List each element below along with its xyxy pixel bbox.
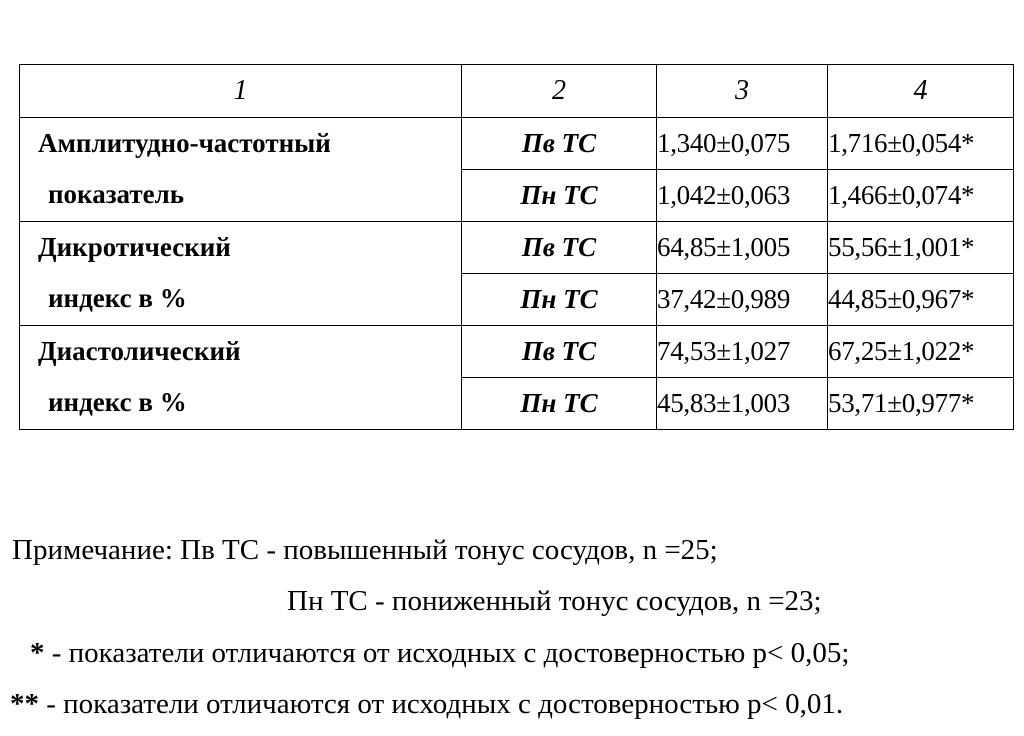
note-line-1: Примечание: Пв ТС - повышенный тонус сосудов, n =25; [12, 534, 718, 566]
value-cell-col3: 1,340±0,075 [657, 118, 828, 170]
note-text: - показатели отличаются от исходных с достоверностью p< 0,05; [44, 637, 850, 669]
group-cell: Пв ТС [462, 118, 657, 170]
row-label-diastolic [20, 326, 462, 430]
value-cell-col4: 55,56±1,001* [828, 222, 1014, 274]
value-cell-col4: 1,466±0,074* [828, 170, 1014, 222]
group-cell: Пн ТС [462, 274, 657, 326]
row-label-line1: Дикротический [38, 232, 231, 262]
row-label-dicrotic [20, 222, 462, 326]
value-cell-col4: 1,716±0,054* [828, 118, 1014, 170]
row-label-line2: индекс в % [48, 283, 187, 313]
row-label-line2: показатель [48, 179, 185, 209]
results-table [19, 64, 1014, 430]
value-cell-col3: 45,83±1,003 [657, 378, 828, 430]
value-cell-col3: 1,042±0,063 [657, 170, 828, 222]
value-cell-col3: 37,42±0,989 [657, 274, 828, 326]
group-cell: Пн ТС [462, 170, 657, 222]
header-cell-4: 4 [828, 65, 1014, 118]
table-row [20, 222, 1014, 274]
table-header-row [20, 65, 1014, 118]
row-label-amplitude [20, 118, 462, 222]
header-cell-3: 3 [657, 65, 828, 118]
value-cell-col4: 44,85±0,967* [828, 274, 1014, 326]
group-cell: Пв ТС [462, 326, 657, 378]
note-line-4 [10, 684, 843, 724]
table-row [20, 118, 1014, 170]
value-cell-col3: 64,85±1,005 [657, 222, 828, 274]
group-cell: Пн ТС [462, 378, 657, 430]
value-cell-col4: 67,25±1,022* [828, 326, 1014, 378]
value-cell-col3: 74,53±1,027 [657, 326, 828, 378]
table-row [20, 326, 1014, 378]
header-cell-1: 1 [20, 65, 462, 118]
note-text: - показатели отличаются от исходных с достоверностью p< 0,01. [39, 688, 844, 720]
row-label-line1: Диастолический [38, 336, 241, 366]
note-line-3 [30, 633, 849, 673]
header-cell-2: 2 [462, 65, 657, 118]
row-label-line1: Амплитудно-частотный [38, 128, 331, 158]
row-label-line2: индекс в % [48, 387, 187, 417]
value-cell-col4: 53,71±0,977* [828, 378, 1014, 430]
asterisk-marker: * [30, 637, 45, 669]
group-cell: Пв ТС [462, 222, 657, 274]
double-asterisk-marker: ** [10, 688, 39, 720]
note-line-2: Пн ТС - пониженный тонус сосудов, n =23; [287, 585, 822, 617]
